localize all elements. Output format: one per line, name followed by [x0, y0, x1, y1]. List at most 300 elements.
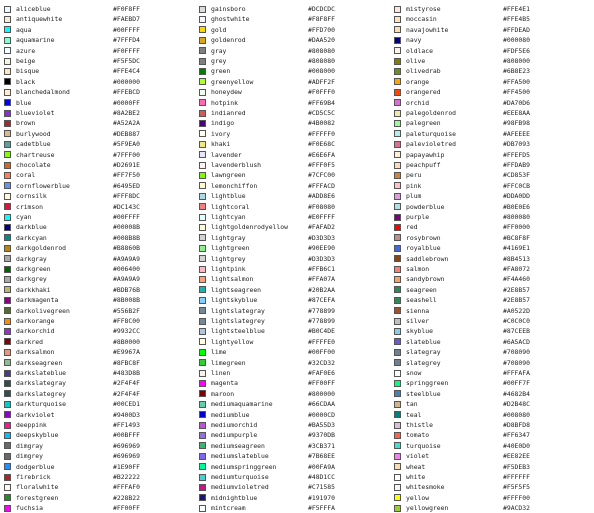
color-hex: #FAF0E6: [308, 369, 335, 377]
color-swatch: [394, 370, 401, 377]
color-swatch: [4, 297, 11, 304]
color-name: mediumaquamarine: [211, 400, 273, 409]
color-row: [199, 222, 335, 232]
color-row: [199, 87, 335, 97]
color-row: [199, 295, 335, 305]
color-hex: #DEB887: [113, 129, 140, 138]
color-swatch: [394, 26, 401, 33]
color-hex: #8B4513: [503, 254, 530, 263]
color-hex: #5F9EA0: [113, 140, 140, 149]
color-hex: #CD853F: [503, 171, 530, 180]
color-swatch: [4, 99, 11, 106]
color-name: darkorchid: [16, 327, 55, 336]
color-swatch: [394, 286, 401, 293]
color-row: [199, 462, 335, 472]
color-hex: #2F4F4F: [113, 389, 140, 398]
color-row: [199, 316, 335, 326]
color-swatch: [394, 224, 401, 231]
color-name: pink: [406, 181, 422, 190]
color-row: [4, 150, 140, 160]
color-swatch: [4, 245, 11, 252]
color-name: magenta: [211, 379, 238, 388]
color-row: [199, 14, 335, 24]
color-swatch: [394, 130, 401, 137]
color-row: [4, 233, 140, 243]
color-hex: #FF4500: [503, 88, 530, 97]
color-swatch: [199, 203, 206, 210]
color-hex: #8B0000: [113, 337, 140, 346]
color-hex: #808080: [308, 46, 335, 55]
color-swatch: [394, 89, 401, 96]
color-name: cornflowerblue: [16, 181, 70, 190]
color-hex: #D8BFD8: [503, 421, 530, 429]
color-row: [199, 35, 335, 45]
color-row: [394, 316, 530, 326]
color-hex: #F0FFFF: [113, 46, 140, 55]
color-name: palegreen: [406, 119, 441, 128]
color-hex: #7B68EE: [308, 452, 335, 461]
color-swatch: [199, 286, 206, 293]
color-name: indigo: [211, 119, 235, 128]
color-hex: #EE82EE: [503, 452, 530, 461]
color-name: darkolivegreen: [16, 306, 70, 315]
color-swatch: [4, 214, 11, 221]
color-swatch: [4, 68, 11, 75]
color-row: [394, 493, 530, 503]
color-hex: #FF7F50: [113, 171, 140, 180]
color-name: blanchedalmond: [16, 88, 70, 97]
color-hex: #6B8E23: [503, 67, 530, 76]
color-name: mediumorchid: [211, 421, 258, 429]
color-row: [199, 482, 335, 492]
color-hex: #FFEBCD: [113, 88, 140, 97]
color-hex: #90EE90: [308, 244, 335, 253]
color-swatch: [4, 47, 11, 54]
color-hex: #F5F5F5: [503, 483, 530, 492]
color-name: gold: [211, 25, 227, 34]
color-row: [4, 274, 140, 284]
color-hex: #7FFFD4: [113, 36, 140, 45]
color-name: sienna: [406, 306, 430, 315]
color-swatch: [394, 182, 401, 189]
color-swatch: [4, 349, 11, 356]
color-hex: #DDA0DD: [503, 192, 530, 201]
color-swatch: [394, 16, 401, 23]
color-hex: #FFFAFA: [503, 369, 530, 377]
color-name: oldlace: [406, 46, 433, 55]
color-row: [394, 358, 530, 368]
color-swatch: [199, 411, 206, 418]
color-name: lightseagreen: [211, 285, 262, 294]
color-row: [394, 337, 530, 347]
color-hex: #E6E6FA: [308, 150, 335, 159]
color-row: [394, 98, 530, 108]
color-row: [4, 441, 140, 451]
color-row: [4, 337, 140, 347]
color-name: hotpink: [211, 98, 238, 107]
color-row: [394, 170, 530, 180]
color-name: darkslategray: [16, 379, 67, 388]
color-swatch: [199, 370, 206, 377]
color-name: ivory: [211, 129, 231, 138]
color-hex: #B0E0E6: [503, 202, 530, 211]
color-name: lightyellow: [211, 337, 254, 346]
color-name: silver: [406, 317, 430, 325]
color-hex: #00BFFF: [113, 431, 140, 440]
color-swatch: [394, 266, 401, 273]
color-row: [199, 243, 335, 253]
color-hex: #32CD32: [308, 358, 335, 367]
color-swatch: [4, 130, 11, 137]
color-swatch: [394, 474, 401, 481]
color-name: snow: [406, 369, 422, 377]
color-row: [199, 160, 335, 170]
color-name: palegoldenrod: [406, 109, 457, 117]
color-swatch: [394, 411, 401, 418]
color-row: [199, 493, 335, 503]
color-row: [4, 118, 140, 128]
color-row: [4, 98, 140, 108]
color-name: turquoise: [406, 441, 441, 450]
color-swatch: [4, 26, 11, 33]
color-row: [394, 306, 530, 316]
color-swatch: [4, 120, 11, 127]
color-swatch: [199, 193, 206, 200]
color-swatch: [199, 162, 206, 169]
color-hex: #FFB6C1: [308, 265, 335, 273]
color-row: [199, 66, 335, 76]
color-name: paleturquoise: [406, 129, 457, 138]
color-row: [394, 264, 530, 274]
color-row: [4, 56, 140, 66]
color-hex: #778899: [308, 317, 335, 325]
color-hex: #98FB98: [503, 119, 530, 128]
color-name: darkcyan: [16, 233, 47, 242]
color-swatch: [4, 182, 11, 189]
color-name: red: [406, 223, 418, 232]
color-name: black: [16, 77, 36, 86]
color-row: [4, 108, 140, 118]
color-row: [4, 462, 140, 472]
color-swatch: [394, 214, 401, 221]
color-hex: #FF6347: [503, 431, 530, 440]
color-swatch: [199, 245, 206, 252]
color-name: blue: [16, 98, 32, 107]
color-row: [4, 368, 140, 378]
color-name: lemonchiffon: [211, 181, 258, 190]
color-name: saddlebrown: [406, 254, 449, 263]
color-name: springgreen: [406, 379, 449, 388]
color-swatch: [4, 110, 11, 117]
color-hex: #C71585: [308, 483, 335, 492]
color-row: [199, 358, 335, 368]
color-name: royalblue: [406, 244, 441, 253]
color-row: [394, 389, 530, 399]
color-hex: #FF00FF: [113, 504, 140, 513]
color-hex: #4169E1: [503, 244, 530, 253]
color-name: yellow: [406, 493, 430, 502]
color-row: [394, 139, 530, 149]
color-name: gainsboro: [211, 5, 246, 13]
color-name: sandybrown: [406, 275, 445, 284]
color-hex: #FFF8DC: [113, 192, 140, 201]
color-swatch: [4, 203, 11, 210]
color-name: teal: [406, 410, 422, 419]
color-swatch: [4, 463, 11, 470]
color-row: [4, 170, 140, 180]
color-row: [4, 87, 140, 97]
color-name: cyan: [16, 213, 32, 221]
color-name: floralwhite: [16, 483, 59, 492]
color-name: salmon: [406, 265, 430, 273]
color-hex: #F8F8FF: [308, 15, 335, 24]
color-hex: #1E90FF: [113, 462, 140, 471]
color-row: [394, 378, 530, 388]
color-swatch: [394, 390, 401, 397]
color-row: [394, 87, 530, 97]
color-hex: #00FA9A: [308, 462, 335, 471]
color-swatch: [394, 484, 401, 491]
color-hex: #8B008B: [113, 296, 140, 305]
color-hex: #FFE4E1: [503, 5, 530, 13]
color-swatch: [394, 68, 401, 75]
color-row: [394, 295, 530, 305]
color-row: [4, 316, 140, 326]
color-name: chartreuse: [16, 150, 55, 159]
color-hex: #B0C4DE: [308, 327, 335, 336]
color-name: lightgreen: [211, 244, 250, 253]
color-swatch: [394, 463, 401, 470]
color-row: [199, 25, 335, 35]
color-swatch: [199, 26, 206, 33]
color-hex: #000000: [113, 77, 140, 86]
color-row: [394, 326, 530, 336]
color-name: forestgreen: [16, 493, 59, 502]
color-swatch: [394, 245, 401, 252]
color-name: aliceblue: [16, 5, 51, 13]
color-name: ghostwhite: [211, 15, 250, 24]
color-hex: #CD5C5C: [308, 109, 335, 117]
color-name: peachpuff: [406, 161, 441, 169]
color-hex: #FFFACD: [308, 181, 335, 190]
color-row: [4, 77, 140, 87]
color-name: mediumpurple: [211, 431, 258, 440]
color-swatch: [4, 307, 11, 314]
color-row: [199, 337, 335, 347]
color-row: [4, 472, 140, 482]
color-swatch: [199, 89, 206, 96]
color-name: mediumslateblue: [211, 452, 269, 461]
color-swatch: [199, 172, 206, 179]
color-hex: #4B0082: [308, 119, 335, 128]
color-swatch: [4, 411, 11, 418]
color-swatch: [394, 234, 401, 241]
color-row: [199, 212, 335, 222]
color-row: [4, 378, 140, 388]
color-swatch: [4, 58, 11, 65]
color-row: [199, 98, 335, 108]
color-swatch: [4, 89, 11, 96]
color-row: [199, 139, 335, 149]
color-row: [199, 233, 335, 243]
color-swatch: [394, 37, 401, 44]
color-hex: #228B22: [113, 493, 140, 502]
color-hex: #2E8B57: [503, 296, 530, 305]
color-row: [4, 399, 140, 409]
color-row: [4, 191, 140, 201]
color-row: [394, 410, 530, 420]
color-name: darkslateblue: [16, 369, 67, 377]
color-hex: #2F4F4F: [113, 379, 140, 388]
color-name: powderblue: [406, 202, 445, 211]
color-hex: #A0522D: [503, 306, 530, 315]
color-row: [4, 35, 140, 45]
color-hex: #FFD700: [308, 25, 335, 34]
color-row: [199, 118, 335, 128]
color-hex: #A9A9A9: [113, 254, 140, 263]
color-row: [199, 378, 335, 388]
color-swatch: [199, 328, 206, 335]
color-name: darkgrey: [16, 275, 47, 284]
color-row: [394, 46, 530, 56]
color-swatch: [4, 328, 11, 335]
color-hex: #9370DB: [308, 431, 335, 440]
color-row: [4, 420, 140, 430]
color-hex: #FAEBD7: [113, 15, 140, 24]
color-hex: #A9A9A9: [113, 275, 140, 284]
color-name: goldenrod: [211, 36, 246, 45]
color-row: [394, 368, 530, 378]
color-row: [394, 66, 530, 76]
color-row: [4, 295, 140, 305]
color-hex: #BC8F8F: [503, 233, 530, 242]
color-hex: #87CEEB: [503, 327, 530, 336]
color-hex: #C0C0C0: [503, 317, 530, 325]
color-row: [394, 399, 530, 409]
color-hex: #3CB371: [308, 441, 335, 450]
color-row: [199, 430, 335, 440]
color-swatch: [199, 297, 206, 304]
color-name: mediumturquoise: [211, 473, 269, 481]
color-row: [4, 14, 140, 24]
color-hex: #FF1493: [113, 421, 140, 429]
color-name: khaki: [211, 140, 231, 149]
color-swatch: [4, 432, 11, 439]
color-row: [4, 493, 140, 503]
color-row: [394, 420, 530, 430]
color-swatch: [199, 453, 206, 460]
color-name: mediumvioletred: [211, 483, 269, 492]
color-name: lightcoral: [211, 202, 250, 211]
color-swatch: [394, 432, 401, 439]
color-hex: #FFFFE0: [308, 337, 335, 346]
color-swatch: [4, 151, 11, 158]
color-hex: #006400: [113, 265, 140, 273]
color-row: [199, 254, 335, 264]
color-row: [4, 451, 140, 461]
color-hex: #778899: [308, 306, 335, 315]
color-swatch: [199, 422, 206, 429]
color-swatch: [199, 463, 206, 470]
color-hex: #483D8B: [113, 369, 140, 377]
color-row: [4, 482, 140, 492]
color-hex: #8FBC8F: [113, 358, 140, 367]
color-swatch: [199, 234, 206, 241]
color-swatch: [4, 380, 11, 387]
color-name: azure: [16, 46, 36, 55]
color-name: skyblue: [406, 327, 433, 336]
color-hex: #FFE4B5: [503, 15, 530, 24]
color-name: tan: [406, 400, 418, 409]
color-row: [394, 150, 530, 160]
color-swatch: [394, 401, 401, 408]
color-name: blueviolet: [16, 109, 55, 117]
color-name: antiquewhite: [16, 15, 63, 24]
color-name: beige: [16, 57, 36, 65]
color-hex: #00FFFF: [113, 213, 140, 221]
color-hex: #008000: [308, 67, 335, 76]
color-row: [199, 181, 335, 191]
color-hex: #FFC0CB: [503, 181, 530, 190]
color-name: darkgreen: [16, 265, 51, 273]
color-name: lavender: [211, 150, 242, 159]
color-hex: #008080: [503, 410, 530, 419]
color-hex: #00008B: [113, 223, 140, 232]
color-name: lightcyan: [211, 213, 246, 221]
color-swatch: [394, 453, 401, 460]
color-swatch: [394, 151, 401, 158]
color-row: [394, 181, 530, 191]
color-row: [4, 254, 140, 264]
color-swatch: [394, 276, 401, 283]
color-swatch: [4, 276, 11, 283]
color-hex: #FF00FF: [308, 379, 335, 388]
color-hex: #7CFC00: [308, 171, 335, 180]
color-row: [394, 233, 530, 243]
color-name: lightslategrey: [211, 317, 265, 325]
color-hex: #556B2F: [113, 306, 140, 315]
color-row: [4, 285, 140, 295]
color-row: [199, 274, 335, 284]
color-name: mediumspringgreen: [211, 462, 277, 471]
color-swatch: [199, 338, 206, 345]
color-row: [394, 451, 530, 461]
color-hex: #FFE4C4: [113, 67, 140, 76]
color-hex: #6A5ACD: [503, 337, 530, 346]
color-name: papayawhip: [406, 150, 445, 159]
color-name: olive: [406, 57, 426, 65]
color-name: aquamarine: [16, 36, 55, 45]
color-name: firebrick: [16, 473, 51, 481]
color-name: darksalmon: [16, 348, 55, 357]
color-row: [394, 4, 530, 14]
color-name: olivedrab: [406, 67, 441, 76]
color-hex: #E0FFFF: [308, 213, 335, 221]
color-swatch: [199, 484, 206, 491]
color-swatch: [394, 172, 401, 179]
color-swatch: [4, 193, 11, 200]
color-name: burlywood: [16, 129, 51, 138]
color-name: gray: [211, 46, 227, 55]
color-row: [4, 129, 140, 139]
color-row: [394, 472, 530, 482]
color-row: [394, 212, 530, 222]
color-hex: #0000CD: [308, 410, 335, 419]
color-hex: #191970: [308, 493, 335, 502]
color-swatch: [199, 6, 206, 13]
color-name: lightgoldenrodyellow: [211, 223, 288, 232]
color-row: [199, 399, 335, 409]
